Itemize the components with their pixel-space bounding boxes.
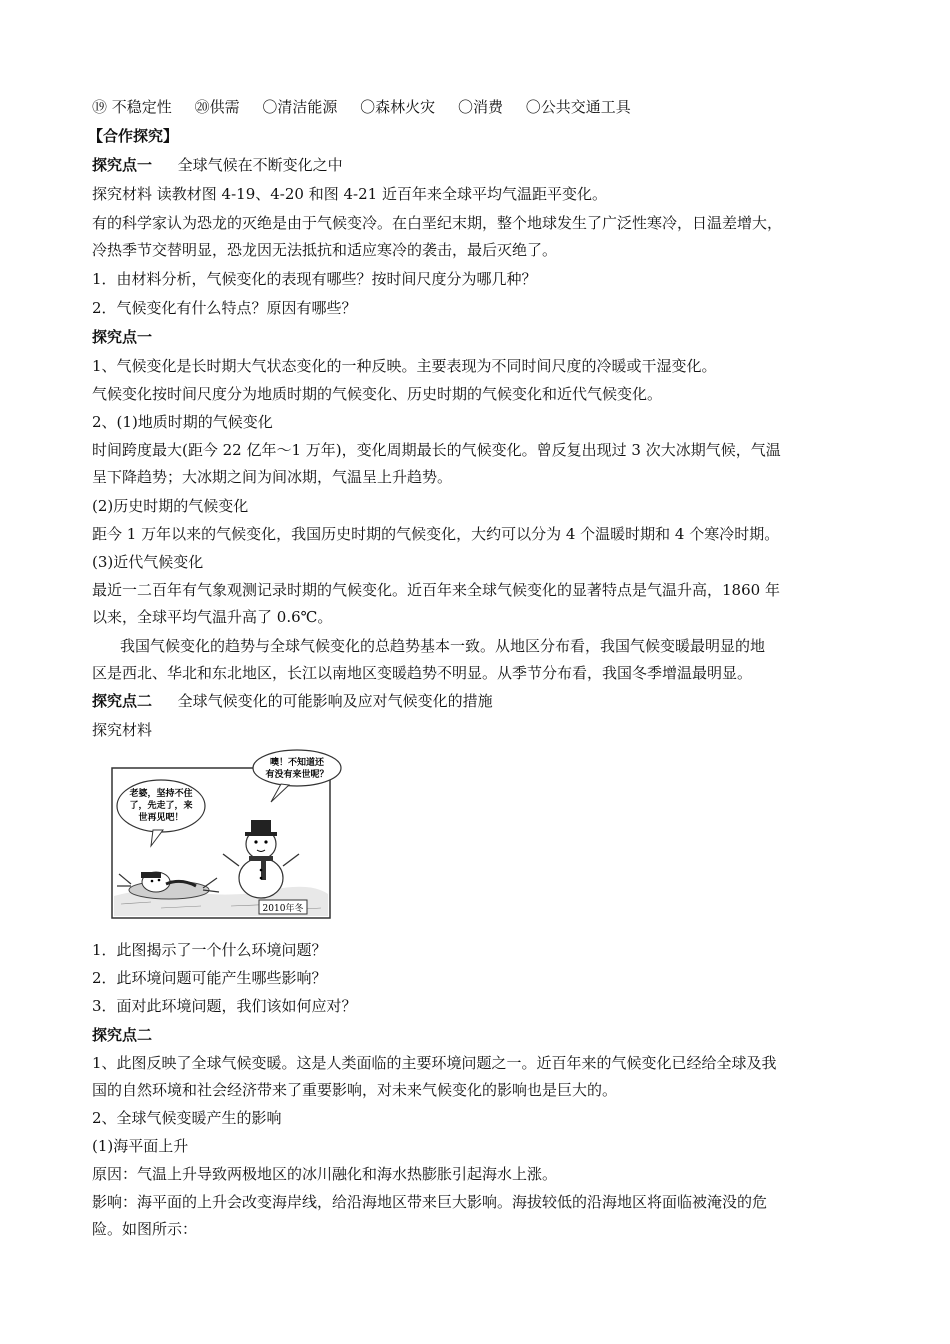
- option-item: ⑲ 不稳定性: [92, 98, 172, 116]
- point2-heading-label: 探究点二: [92, 692, 153, 710]
- bubble-right-line: 有没有来世呢？: [265, 770, 329, 780]
- point1-material: 探究材料 读教材图 4-19、4-20 和图 4-21 近百年来全球平均气温距平变化。: [92, 185, 607, 203]
- option-item: ⑳供需: [194, 98, 240, 116]
- answer2-line: 险。如图所示：: [92, 1220, 198, 1238]
- cartoon-caption: [259, 900, 307, 914]
- answer1-line: 时间跨度最大(距今 22 亿年～1 万年)，变化周期最长的气候变化。曾反复出现过 3 次大冰期气候，气温: [92, 441, 781, 459]
- answer1-line: 2、(1)地质时期的气候变化: [92, 413, 273, 431]
- point1-question-2: 2．气候变化有什么特点？原因有哪些？: [92, 299, 357, 317]
- point2-heading: [92, 691, 493, 711]
- option-item: 〇森林火灾: [360, 98, 436, 116]
- answer2-line: 1、此图反映了全球气候变暖。这是人类面临的主要环境问题之一。近百年来的气候变化已经给全球及我: [92, 1054, 777, 1072]
- answer1-line: 最近一二百年有气象观测记录时期的气候变化。近百年来全球气候变化的显著特点是气温升高，1860 年: [92, 581, 780, 599]
- point1-paragraph-line: 有的科学家认为恐龙的灭绝是由于气候变冷。在白垩纪末期，整个地球发生了广泛性寒冷，日温差增大，: [92, 214, 783, 232]
- option-item: 〇消费: [457, 98, 503, 116]
- answer2-line: 原因：气温上升导致两极地区的冰川融化和海水热膨胀引起海水上涨。: [92, 1165, 558, 1183]
- bubble-right-line: 噢！不知道还: [269, 758, 325, 768]
- option-item: 〇清洁能源: [262, 98, 338, 116]
- point1-paragraph-line: 冷热季节交替明显，恐龙因无法抵抗和适应寒冷的袭击，最后灭绝了。: [92, 241, 558, 259]
- bubble-left-line: 世再见吧！: [138, 813, 184, 823]
- cartoon-caption-text: 2010年冬: [262, 904, 304, 914]
- point1-heading-text: 全球气候在不断变化之中: [177, 156, 343, 174]
- answer1-line: 呈下降趋势；大冰期之间为间冰期，气温呈上升趋势。: [92, 468, 453, 486]
- answer1-line: 气候变化按时间尺度分为地质时期的气候变化、历史时期的气候变化和近代气候变化。: [92, 385, 663, 403]
- options-line: [92, 97, 631, 117]
- answer1-line: 我国气候变化的趋势与全球气候变化的总趋势基本一致。从地区分布看，我国气候变暖最明显的地: [120, 637, 766, 655]
- point2-material-label: 探究材料: [92, 721, 153, 739]
- answer2-line: 影响：海平面的上升会改变海岸线，给沿海地区带来巨大影响。海拔较低的沿海地区将面临被淹没的危: [92, 1193, 768, 1211]
- bubble-left-line: 了，先走了，来: [129, 801, 193, 811]
- answer2-line: 2、全球气候变暖产生的影响: [92, 1109, 282, 1127]
- answer2-line: 国的自然环境和社会经济带来了重要影响，对未来气候变化的影响也是巨大的。: [92, 1081, 618, 1099]
- snowman-cartoon-image: [111, 746, 345, 920]
- answer1-line: 距今 1 万年以来的气候变化，我国历史时期的气候变化，大约可以分为 4 个温暖时期和 4 个寒冷时期。: [92, 525, 780, 543]
- point1-question-1: 1．由材料分析，气候变化的表现有哪些？按时间尺度分为哪几种？: [92, 270, 537, 288]
- point1-heading-label: 探究点一: [92, 156, 153, 174]
- point1-heading: [92, 155, 343, 175]
- answer2-heading: 探究点二: [92, 1026, 153, 1044]
- point2-question-1: 1．此图揭示了一个什么环境问题？: [92, 941, 327, 959]
- option-item: 〇公共交通工具: [525, 98, 631, 116]
- answer1-line: 1、气候变化是长时期大气状态变化的一种反映。主要表现为不同时间尺度的冷暖或干湿变化。: [92, 357, 717, 375]
- point2-heading-text: 全球气候变化的可能影响及应对气候变化的措施: [177, 692, 493, 710]
- point2-question-3: 3．面对此环境问题，我们该如何应对？: [92, 997, 357, 1015]
- answer1-line: (3)近代气候变化: [92, 553, 204, 571]
- section-title: 【合作探究】: [88, 127, 179, 145]
- bubble-left-line: 老婆，坚持不住: [129, 789, 193, 799]
- answer1-line: (2)历史时期的气候变化: [92, 497, 249, 515]
- answer1-heading: 探究点一: [92, 328, 153, 346]
- answer1-line: 区是西北、华北和东北地区，长江以南地区变暖趋势不明显。从季节分布看，我国冬季增温最明显。: [92, 664, 753, 682]
- answer2-line: (1)海平面上升: [92, 1137, 189, 1155]
- answer1-line: 以来，全球平均气温升高了 0.6℃。: [92, 608, 333, 626]
- point2-question-2: 2．此环境问题可能产生哪些影响？: [92, 969, 327, 987]
